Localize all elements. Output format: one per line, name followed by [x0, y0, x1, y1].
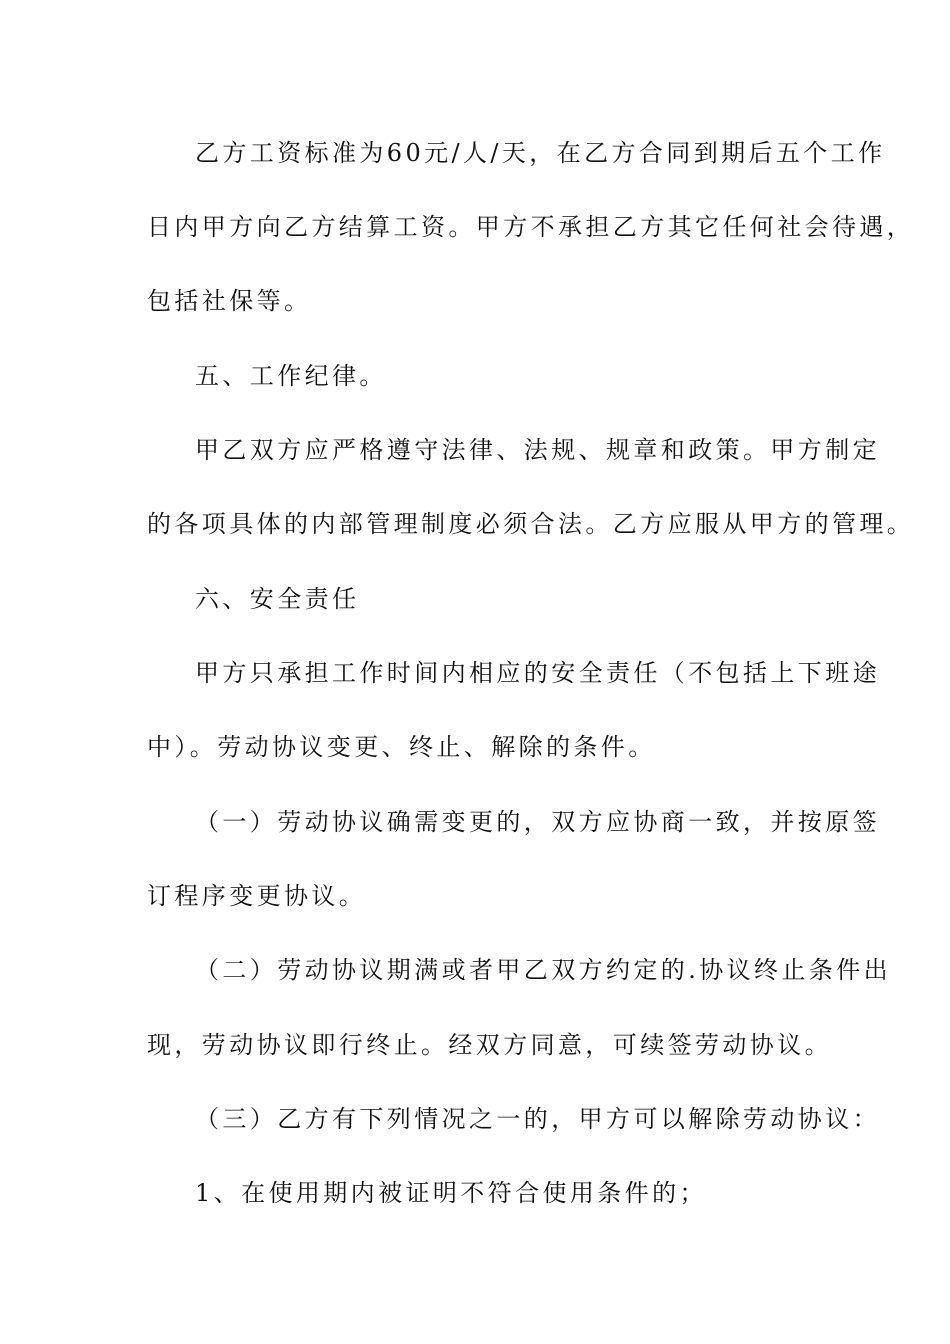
paragraph-wage-line-3: 包括社保等。	[147, 287, 312, 315]
paragraph-discipline-line-2: 的各项具体的内部管理制度必须合法。乙方应服从甲方的管理。	[147, 510, 915, 538]
clause-1-line-2: 订程序变更协议。	[147, 882, 367, 910]
paragraph-discipline-line-1: 甲乙双方应严格遵守法律、法规、规章和政策。甲方制定	[195, 436, 880, 464]
section-heading-safety-responsibility: 六、安全责任	[195, 585, 360, 613]
clause-1-line-1: （一）劳动协议确需变更的，双方应协商一致，并按原签	[195, 808, 880, 836]
paragraph-wage-line-2: 日内甲方向乙方结算工资。甲方不承担乙方其它任何社会待遇，	[147, 213, 915, 241]
clause-2-line-2: 现，劳动协议即行终止。经双方同意，可续签劳动协议。	[147, 1031, 832, 1059]
paragraph-safety-line-2: 中）。劳动协议变更、终止、解除的条件。	[147, 733, 656, 761]
paragraph-safety-line-1: 甲方只承担工作时间内相应的安全责任（不包括上下班途	[195, 659, 880, 687]
clause-3-line-1: （三）乙方有下列情况之一的，甲方可以解除劳动协议：	[195, 1105, 880, 1133]
clause-2-line-1: （二）劳动协议期满或者甲乙双方约定的.协议终止条件出	[195, 956, 892, 984]
paragraph-wage-line-1: 乙方工资标准为60元/人/天，在乙方合同到期后五个工作	[195, 139, 886, 167]
section-heading-work-discipline: 五、工作纪律。	[195, 362, 387, 390]
clause-3-item-1: 1、在使用期内被证明不符合使用条件的；	[195, 1179, 707, 1207]
